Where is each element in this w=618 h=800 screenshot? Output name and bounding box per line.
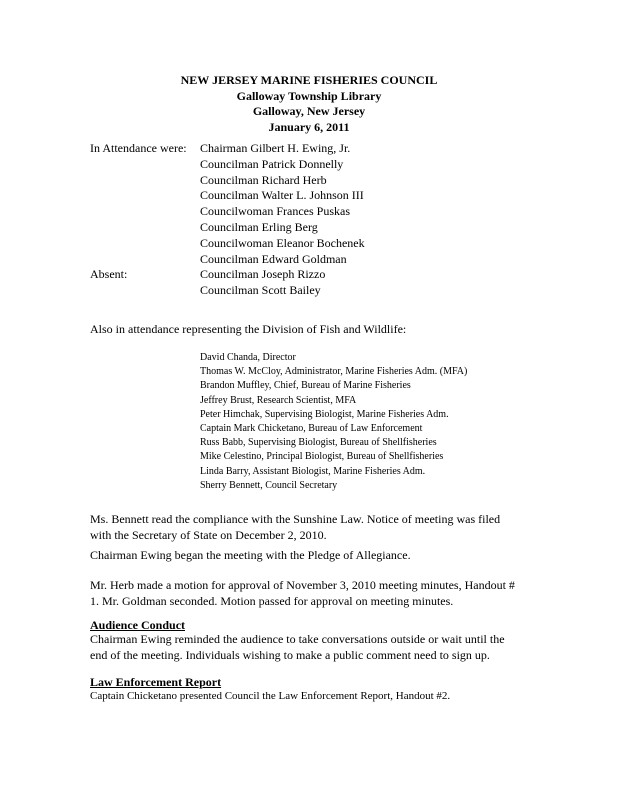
pledge-paragraph: [90, 548, 530, 564]
meeting-location: Galloway, New Jersey: [252, 104, 366, 118]
absent-label: Absent:: [90, 267, 128, 281]
staff-member: Peter Himchak, Supervising Biologist, Marine Fisheries Adm.: [200, 408, 449, 420]
division-intro: [90, 322, 530, 338]
audience-conduct-paragraph: [90, 632, 530, 664]
staff-member: David Chanda, Director: [200, 352, 296, 363]
staff-member: Linda Barry, Assistant Biologist, Marine Fisheries Adm.: [200, 465, 426, 477]
attendee: Councilman Walter L. Johnson III: [200, 188, 364, 203]
paragraph-line: end of the meeting. Individuals wishing to make a public comment need to sign up.: [90, 647, 490, 662]
absent-member: Councilman Scott Bailey: [200, 282, 321, 297]
attendee: Councilman Erling Berg: [200, 219, 318, 234]
meeting-venue: Galloway Township Library: [236, 88, 382, 103]
staff-member: Mike Celestino, Principal Biologist, Bureau of Shellfisheries: [200, 451, 444, 463]
attendee: Chairman Gilbert H. Ewing, Jr.: [200, 141, 351, 155]
paragraph-line: with the Secretary of State on December 2, 2010.: [90, 527, 327, 542]
minutes-paragraph: [90, 578, 530, 610]
attendance-label: In Attendance were:: [90, 141, 187, 155]
attendee: Councilman Richard Herb: [200, 172, 327, 187]
attendance-list: [200, 141, 365, 267]
staff-member: Captain Mark Chicketano, Bureau of Law Enforcement: [200, 423, 423, 435]
meeting-date: January 6, 2011: [268, 119, 350, 134]
paragraph-line: Mr. Herb made a motion for approval of November 3, 2010 meeting minutes, Handout #: [90, 578, 515, 592]
division-staff-list: [200, 351, 467, 493]
attendee: Councilman Patrick Donnelly: [200, 156, 344, 171]
paragraph-line: 1. Mr. Goldman seconded. Motion passed for approval on meeting minutes.: [90, 593, 454, 608]
audience-conduct-heading: Audience Conduct: [90, 618, 186, 632]
paragraph-line: Ms. Bennett read the compliance with the Sunshine Law. Notice of meeting was filed: [90, 512, 501, 526]
attendee: Councilman Edward Goldman: [200, 251, 347, 266]
sunshine-paragraph: [90, 512, 530, 544]
staff-member: Sherry Bennett, Council Secretary: [200, 479, 338, 491]
law-enforcement-heading: Law Enforcement Report: [90, 675, 222, 689]
staff-member: Thomas W. McCloy, Administrator, Marine Fisheries Adm. (MFA): [200, 366, 468, 378]
attendee: Councilwoman Eleanor Bochenek: [200, 235, 365, 250]
paragraph-line: Chairman Ewing reminded the audience to take conversations outside or wait until the: [90, 632, 505, 646]
paragraph-line: Chairman Ewing began the meeting with the Pledge of Allegiance.: [90, 548, 411, 562]
staff-member: Jeffrey Brust, Research Scientist, MFA: [200, 394, 357, 406]
staff-member: Russ Babb, Supervising Biologist, Bureau of Shellfisheries: [200, 437, 437, 449]
staff-member: Brandon Muffley, Chief, Bureau of Marine Fisheries: [200, 380, 411, 392]
division-intro-text: Also in attendance representing the Division of Fish and Wildlife:: [90, 322, 407, 336]
attendee: Councilwoman Frances Puskas: [200, 204, 350, 219]
absent-member: Councilman Joseph Rizzo: [200, 267, 326, 281]
law-enforcement-paragraph: Captain Chicketano presented Council the Law Enforcement Report, Handout #2.: [90, 690, 451, 702]
council-title: NEW JERSEY MARINE FISHERIES COUNCIL: [180, 73, 438, 87]
document-header: [0, 73, 618, 135]
absent-list: [200, 267, 325, 299]
